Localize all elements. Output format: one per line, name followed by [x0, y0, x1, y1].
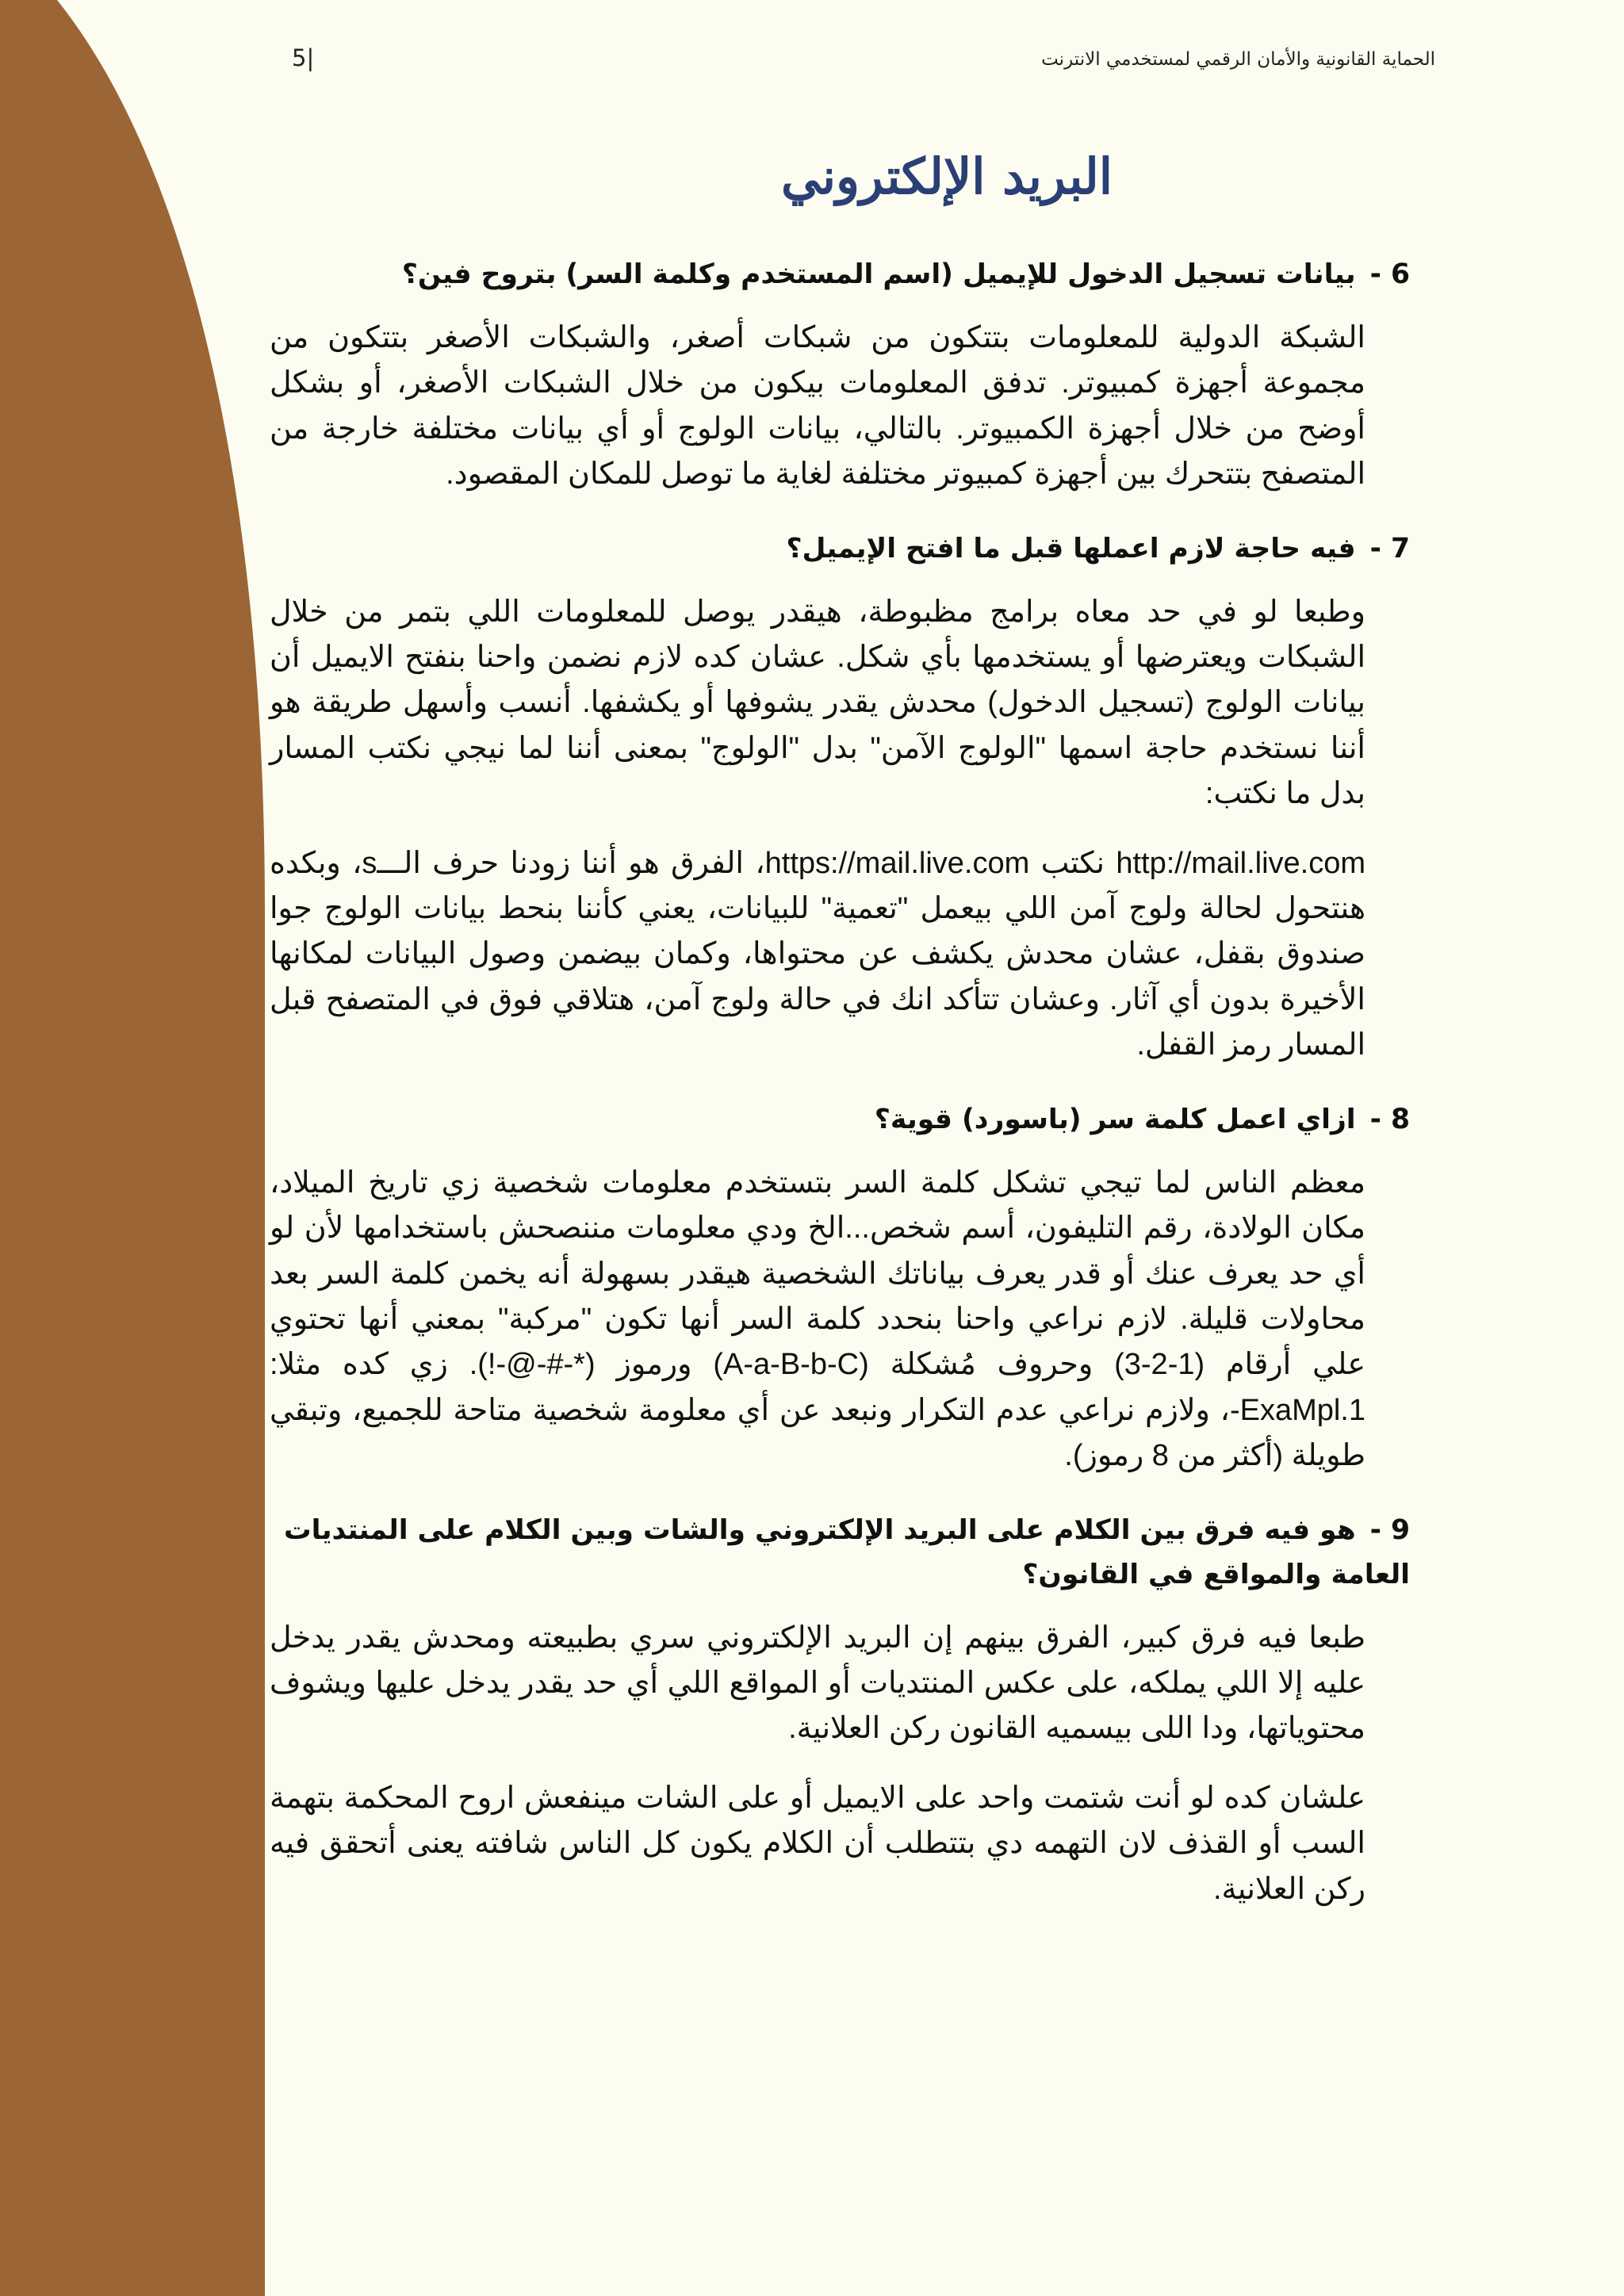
question-text: بيانات تسجيل الدخول للإيميل (اسم المستخدم وكلمة السر) بتروح فين؟ [401, 258, 1356, 290]
question-text: فيه حاجة لازم اعملها قبل ما افتح الإيميل؟ [786, 532, 1356, 564]
body-paragraph: طبعا فيه فرق كبير، الفرق بينهم إن البريد الإلكتروني سري بطبيعته ومحدش يقدر يدخل عليه إلا اللي يملكه، على عكس المنتديات أو المواقع اللي أي حد يقدر يدخل عليها ويشوف محتوياتها، ودا اللى بيسميه القانون ركن العلانية. [270, 1621, 1365, 1746]
question-heading [270, 1097, 1410, 1142]
body-paragraph: معظم الناس لما تيجي تشكل كلمة السر بتستخدم معلومات شخصية زي تاريخ الميلاد، مكان الولادة، رقم التليفون، أسم شخص...الخ ودي معلومات مننصحش باستخدامها لأن لو أي حد يعرف عنك أو قدر يعرف بياناتك الشخصية هيقدر بسهولة أنه يخمن كلمة السر بعد محاولات قليلة. لازم نراعي واحنا بنحدد كلمة السر أنها تكون "مركبة" بمعني أنها تحتوي علي أرقام (1-2-3) وحروف مُشكلة (A-a-B-b-C) ورموز (*-#-@-!). زي كده مثلا: ExaMpl.1-، ولازم نراعي عدم التكرار ونبعد عن أي معلومة شخصية متاحة للجميع، وتبقي طويلة (أكثر من 8 رموز). [270, 1165, 1365, 1473]
question-heading [270, 1508, 1410, 1597]
question-number: 9 - [1369, 1513, 1410, 1546]
body-paragraph: وطبعا لو في حد معاه برامج مظبوطة، هيقدر يوصل للمعلومات اللي بتمر من خلال الشبكات ويعترضها أو يستخدمها بأي شكل. عشان كده لازم نضمن واحنا بنفتح الايميل أن بيانات الولوج (تسجيل الدخول) محدش يقدر يشوفها أو يكشفها. أنسب وأسهل طريقة هو أننا نستخدم حاجة اسمها "الولوج الآمن" بدل "الولوج" بمعنى أننا لما نيجي نكتب المسار بدل ما نكتب: [270, 595, 1365, 811]
document-body [270, 252, 1410, 1936]
question-heading [270, 252, 1410, 297]
question-heading [270, 526, 1410, 571]
body-paragraph: الشبكة الدولية للمعلومات بتتكون من شبكات أصغر، والشبكات الأصغر بتتكون من مجموعة أجهزة كمبيوتر. تدفق المعلومات بيكون من خلال الشبكات الأصغر، أو بشكل أوضح من خلال أجهزة الكمبيوتر. بالتالي، بيانات الولوج أو أي بيانات مختلفة خارجة من المتصفح بتتحرك بين أجهزة كمبيوتر مختلفة لغاية ما توصل للمكان المقصود. [270, 321, 1365, 492]
question-text: ازاي اعمل كلمة سر (باسورد) قوية؟ [874, 1103, 1356, 1135]
body-paragraph: علشان كده لو أنت شتمت واحد على الايميل أو على الشات مينفعش اروح المحكمة بتهمة السب أو القذف لان التهمه دي بتتطلب أن الكلام يكون كل الناس شافته يعنى أتحقق فيه ركن العلانية. [270, 1781, 1365, 1906]
section-7 [270, 526, 1410, 1069]
chapter-title: البريد الإلكتروني [781, 147, 1113, 205]
section-6 [270, 252, 1410, 498]
running-header-title: الحماية القانونية والأمان الرقمي لمستخدمي الانترنت [1041, 49, 1435, 70]
page-number: 5| [292, 44, 315, 71]
question-number: 6 - [1369, 258, 1410, 290]
section-8 [270, 1097, 1410, 1479]
question-number: 7 - [1369, 532, 1410, 564]
decorative-side-band [0, 0, 270, 2296]
question-text: هو فيه فرق بين الكلام على البريد الإلكتروني والشات وبين الكلام على المنتديات العامة والمواقع في القانون؟ [283, 1513, 1410, 1590]
body-paragraph: http://mail.live.com نكتب https://mail.live.com، الفرق هو أننا زودنا حرف الـــs، وبكده هنتحول لحالة ولوج آمن اللي بيعمل "تعمية" للبيانات، يعني كأننا بنحط بيانات الولوج جوا صندوق بقفل، عشان محدش يكشف عن محتواها، وكمان بيضمن وصول البيانات لمكانها الأخيرة بدون أي آثار. وعشان تتأكد انك في حالة ولوج آمن، هتلاقي فوق في المتصفح قبل المسار رمز القفل. [270, 846, 1365, 1062]
section-9 [270, 1508, 1410, 1912]
question-number: 8 - [1369, 1103, 1410, 1135]
